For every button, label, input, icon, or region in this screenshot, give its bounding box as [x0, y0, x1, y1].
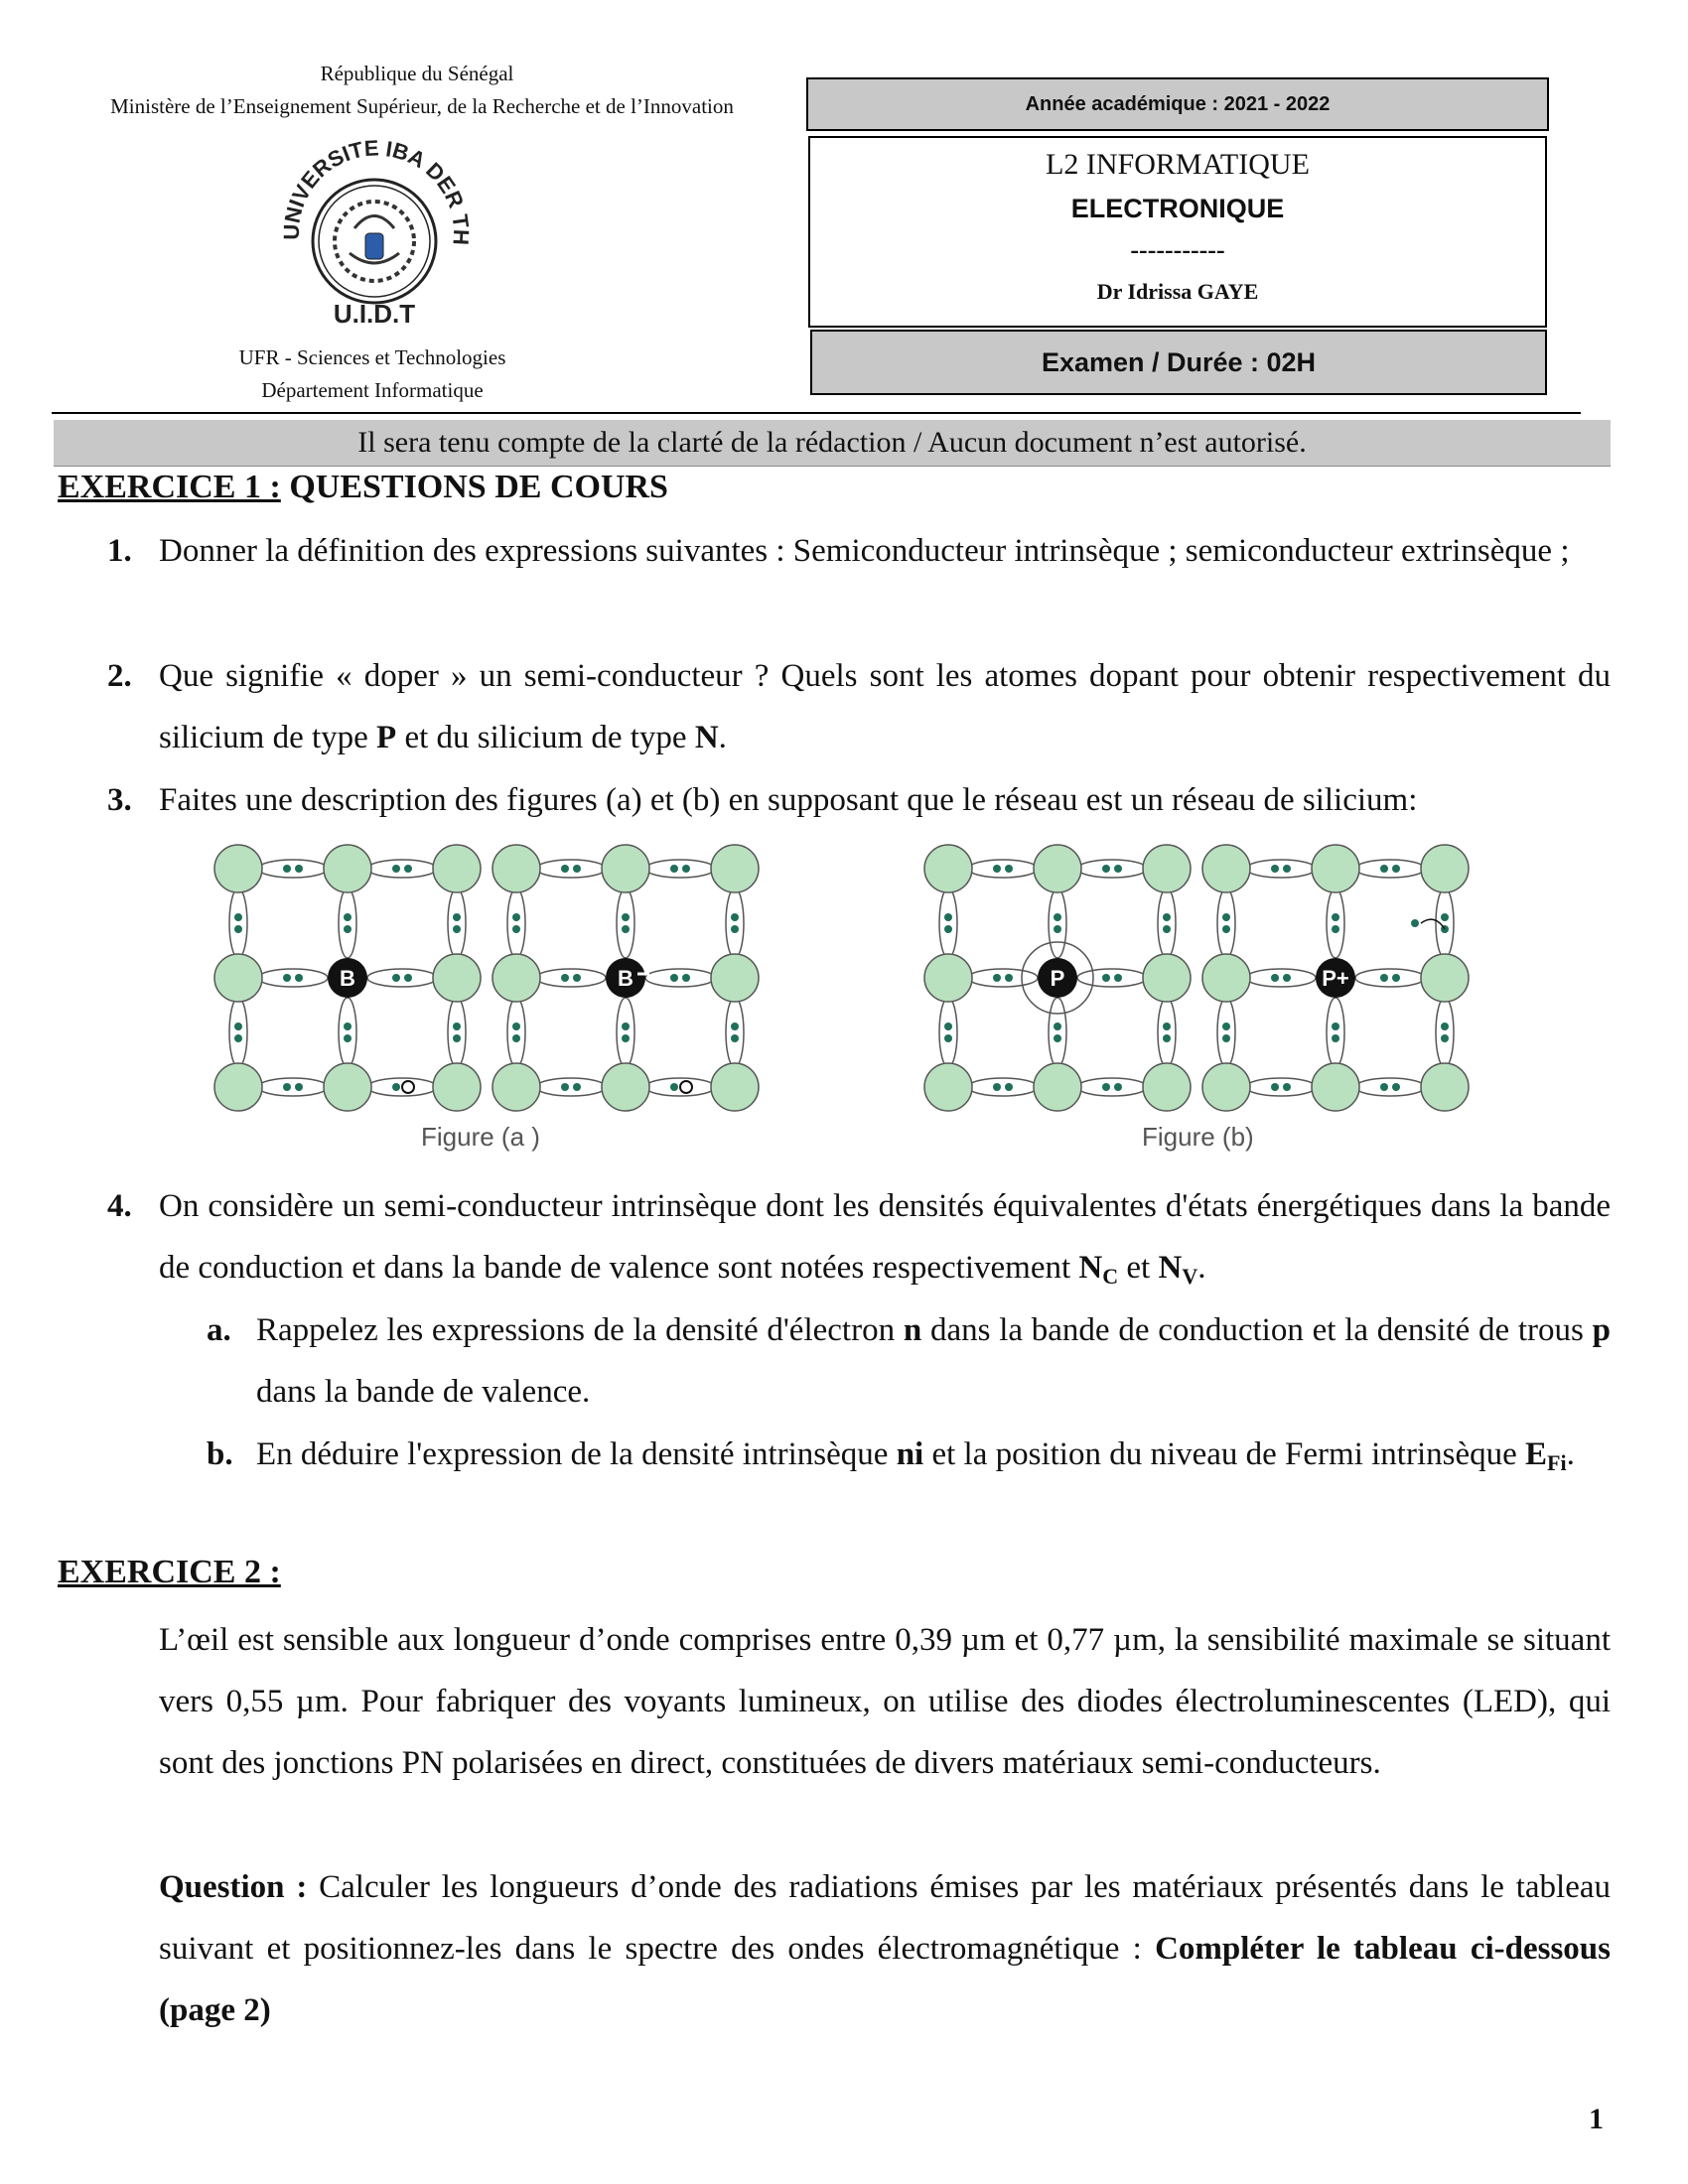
bond	[367, 860, 437, 878]
electron	[453, 925, 461, 933]
electron	[670, 974, 678, 982]
silicon-atom	[924, 845, 972, 892]
q4b-text: En déduire l'expression de la densité intrinsèque ni et la position du niveau de Fermi intrinsèque $E_{Fi}$.	[256, 1436, 1575, 1475]
bond	[1049, 888, 1066, 958]
header-divider	[52, 412, 1581, 414]
electron	[682, 974, 690, 982]
silicon-atom	[602, 845, 649, 892]
silicon-atom	[1312, 845, 1359, 892]
electron	[993, 974, 1001, 982]
electron	[1005, 865, 1013, 873]
bond	[339, 888, 356, 958]
electron	[512, 925, 520, 933]
electron	[573, 865, 581, 873]
electron	[404, 865, 412, 873]
bond	[1355, 1078, 1425, 1096]
silicon-atom	[214, 845, 262, 892]
electron	[622, 925, 630, 933]
electron	[622, 1034, 630, 1042]
q2-text: Que signifie « doper » un semi-conducteur ? Quels sont les atomes dopant pour obtenir respectivement du silicium de type P et du silicium de type N.	[159, 658, 1611, 755]
electron	[1392, 974, 1400, 982]
bond	[968, 860, 1038, 878]
electron	[1102, 865, 1110, 873]
silicon-atom	[1421, 845, 1469, 892]
dopant-symbol: P	[1050, 966, 1065, 991]
electron	[1441, 913, 1449, 921]
electron	[234, 913, 242, 921]
teacher-name: Dr Idrissa GAYE	[1096, 279, 1259, 304]
course-separator: -----------	[1130, 235, 1225, 264]
figure-a-caption: Figure (a )	[421, 1122, 540, 1152]
university-logo	[270, 134, 479, 338]
electron	[1114, 974, 1122, 982]
silicon-atom	[492, 954, 540, 1002]
bond	[258, 969, 328, 987]
academic-year-box	[806, 77, 1549, 131]
bond	[448, 998, 466, 1067]
department-label: Département Informatique	[261, 378, 484, 402]
lattice-figures	[209, 834, 1499, 1112]
silicon-atom	[492, 1063, 540, 1111]
electron	[283, 865, 291, 873]
q4-text: On considère un semi-conducteur intrinsèque dont les densités équivalentes d'états énergétiques dans la bande de conduction et dans la bande de valence sont notées respectivement $N_C$ et $N_V$.	[159, 1188, 1611, 1289]
electron	[283, 974, 291, 982]
bond	[645, 860, 715, 878]
dopant-symbol: B	[340, 966, 355, 991]
electron	[234, 1023, 242, 1030]
electron	[622, 1023, 630, 1030]
bond	[617, 998, 634, 1067]
electron	[344, 1023, 352, 1030]
lattice-1	[214, 845, 481, 1111]
electron	[1283, 974, 1291, 982]
silicon-atom	[433, 954, 481, 1002]
silicon-atom	[214, 1063, 262, 1111]
bond	[229, 888, 247, 958]
svg-text:U.I.D.T: U.I.D.T	[333, 299, 416, 329]
electron	[1332, 925, 1339, 933]
ufr-label: UFR - Sciences et Technologies	[238, 345, 506, 369]
bond	[1246, 1078, 1316, 1096]
bond	[726, 998, 744, 1067]
electron	[344, 1034, 352, 1042]
bond	[1049, 998, 1066, 1067]
electron	[561, 1083, 569, 1091]
electron	[622, 913, 630, 921]
bond	[617, 888, 634, 958]
bond	[1158, 998, 1176, 1067]
electron	[1332, 913, 1339, 921]
q4a-text: Rappelez les expressions de la densité d'électron n dans la bande de conduction et la densité de trous p dans la bande de valence.	[256, 1312, 1611, 1410]
electron	[1222, 913, 1230, 921]
electron	[573, 974, 581, 982]
bond	[1436, 998, 1454, 1067]
electron	[512, 1034, 520, 1042]
dopant-symbol: P+	[1322, 966, 1349, 991]
electron	[234, 925, 242, 933]
silicon-atom	[924, 954, 972, 1002]
electron	[944, 1023, 952, 1030]
free-electron	[1411, 919, 1419, 927]
electron	[1222, 1023, 1230, 1030]
electron	[392, 974, 400, 982]
q3-text: Faites une description des figures (a) et (b) en supposant que le réseau est un réseau de silicium:	[159, 782, 1418, 818]
bond	[1217, 998, 1235, 1067]
electron	[1271, 865, 1279, 873]
exercise2-title: EXERCICE 2 :	[58, 1554, 281, 1590]
electron	[1163, 925, 1171, 933]
bond	[939, 998, 957, 1067]
electron	[731, 1034, 739, 1042]
electron	[670, 1083, 678, 1091]
silicon-atom	[214, 954, 262, 1002]
bond	[645, 969, 715, 987]
q3-number: 3.	[107, 782, 132, 818]
notice-text: Il sera tenu compte de la clarté de la rédaction / Aucun document n’est autorisé.	[357, 426, 1307, 459]
electron	[392, 865, 400, 873]
electron	[1283, 865, 1291, 873]
silicon-atom	[324, 845, 371, 892]
electron	[512, 913, 520, 921]
bond	[536, 860, 606, 878]
lattice-3	[924, 845, 1191, 1111]
hole-marker	[402, 1081, 414, 1093]
dopant-symbol: B	[618, 966, 633, 991]
bond	[1077, 860, 1147, 878]
electron	[1392, 1083, 1400, 1091]
lattice-4	[1202, 845, 1469, 1111]
electron	[1283, 1083, 1291, 1091]
bond	[507, 998, 525, 1067]
republic-label: République du Sénégal	[320, 62, 514, 85]
silicon-atom	[1202, 1063, 1250, 1111]
page-number: 1	[1589, 2103, 1604, 2135]
exercise2-paragraph: L’œil est sensible aux longueur d’onde comprises entre 0,39 µm et 0,77 µm, la sensibilité maximale se situant vers 0,55 µm. Pour fabriquer des voyants lumineux, on utilise des diodes électroluminescentes (LED), qui sont des jonctions PN polarisées en direct, constituées de divers matériaux semi-conducteurs.	[159, 1622, 1611, 1781]
electron	[1392, 865, 1400, 873]
q4a-label: a.	[207, 1312, 231, 1348]
academic-year-label: Année académique : 2021 - 2022	[1025, 93, 1331, 115]
bond	[536, 1078, 606, 1096]
bond	[536, 969, 606, 987]
electron	[1271, 1083, 1279, 1091]
silicon-atom	[1421, 954, 1469, 1002]
electron	[1271, 974, 1279, 982]
bond	[448, 888, 466, 958]
electron	[1102, 974, 1110, 982]
electron	[682, 865, 690, 873]
bond	[258, 1078, 328, 1096]
electron	[1163, 1034, 1171, 1042]
electron	[234, 1034, 242, 1042]
electron	[453, 913, 461, 921]
electron	[1114, 1083, 1122, 1091]
silicon-atom	[1202, 845, 1250, 892]
bond	[1217, 888, 1235, 958]
figure-b-caption: Figure (b)	[1142, 1122, 1254, 1152]
electron	[670, 865, 678, 873]
electron	[731, 913, 739, 921]
bond	[507, 888, 525, 958]
exam-duration: Examen / Durée : 02H	[1041, 347, 1317, 377]
silicon-atom	[711, 845, 759, 892]
electron	[1054, 1023, 1061, 1030]
electron	[944, 913, 952, 921]
electron	[1054, 913, 1061, 921]
silicon-atom	[1202, 954, 1250, 1002]
electron	[731, 1023, 739, 1030]
electron	[1163, 1023, 1171, 1030]
svg-text:UNIVERSITE IBA DER THIAM DE TH: UNIVERSITE IBA DER TH	[278, 135, 475, 246]
ministry-label: Ministère de l’Enseignement Supérieur, de la Recherche et de l’Innovation	[110, 94, 734, 118]
q4b-label: b.	[207, 1436, 233, 1472]
electron	[344, 913, 352, 921]
electron	[453, 1023, 461, 1030]
electron	[1380, 974, 1388, 982]
bond	[1246, 860, 1316, 878]
electron	[1054, 925, 1061, 933]
lattice-2	[492, 845, 759, 1111]
bond	[726, 888, 744, 958]
electron	[993, 865, 1001, 873]
silicon-atom	[924, 1063, 972, 1111]
electron	[1054, 1034, 1061, 1042]
electron	[1441, 1034, 1449, 1042]
bond	[1355, 860, 1425, 878]
electron	[1163, 913, 1171, 921]
bond	[258, 860, 328, 878]
bond	[1077, 1078, 1147, 1096]
silicon-atom	[1312, 1063, 1359, 1111]
exam-box	[810, 330, 1547, 395]
bond	[1327, 998, 1344, 1067]
silicon-atom	[433, 845, 481, 892]
silicon-atom	[1143, 1063, 1191, 1111]
electron	[561, 865, 569, 873]
silicon-atom	[324, 1063, 371, 1111]
course-box	[808, 136, 1547, 328]
silicon-atom	[1034, 1063, 1081, 1111]
bond	[1436, 888, 1454, 958]
electron	[944, 1034, 952, 1042]
electron	[944, 925, 952, 933]
electron	[1380, 865, 1388, 873]
electron	[1222, 1034, 1230, 1042]
silicon-atom	[433, 1063, 481, 1111]
electron	[1114, 865, 1122, 873]
bond	[1327, 888, 1344, 958]
electron	[1332, 1023, 1339, 1030]
q1-number: 1.	[107, 533, 132, 569]
notice-bar	[54, 420, 1611, 467]
silicon-atom	[492, 845, 540, 892]
electron	[453, 1034, 461, 1042]
exercise1-title: EXERCICE 1 : QUESTIONS DE COURS	[58, 469, 668, 505]
electron	[404, 974, 412, 982]
electron	[1380, 1083, 1388, 1091]
silicon-atom	[602, 1063, 649, 1111]
course-level: L2 INFORMATIQUE	[1046, 148, 1310, 181]
silicon-atom	[1421, 1063, 1469, 1111]
electron	[993, 1083, 1001, 1091]
bond	[968, 1078, 1038, 1096]
electron	[573, 1083, 581, 1091]
bond	[367, 969, 437, 987]
bond	[968, 969, 1038, 987]
electron	[295, 865, 303, 873]
silicon-atom	[1143, 845, 1191, 892]
electron	[295, 1083, 303, 1091]
q2-number: 2.	[107, 658, 132, 694]
bond	[1246, 969, 1316, 987]
electron	[295, 974, 303, 982]
electron	[1005, 974, 1013, 982]
exercise2-question: Question : Calculer les longueurs d’onde des radiations émises par les matériaux présentés dans le tableau suivant et positionnez-les dans le spectre des ondes électromagnétique : Compléter le tableau ci-dessous (page 2)	[159, 1869, 1612, 2028]
electron	[1332, 1034, 1339, 1042]
electron	[1222, 925, 1230, 933]
electron	[1005, 1083, 1013, 1091]
q4-number: 4.	[107, 1188, 132, 1224]
silicon-atom	[711, 954, 759, 1002]
bond	[1077, 969, 1147, 987]
q1-text: Donner la définition des expressions suivantes : Semiconducteur intrinsèque ; semiconducteur extrinsèque ;	[159, 533, 1570, 569]
electron	[344, 925, 352, 933]
silicon-atom	[1034, 845, 1081, 892]
electron	[283, 1083, 291, 1091]
bond	[1158, 888, 1176, 958]
silicon-atom	[1143, 954, 1191, 1002]
electron	[731, 925, 739, 933]
electron	[512, 1023, 520, 1030]
course-name: ELECTRONIQUE	[1070, 194, 1285, 223]
bond	[229, 998, 247, 1067]
hole-marker	[680, 1081, 692, 1093]
electron	[1102, 1083, 1110, 1091]
bond	[339, 998, 356, 1067]
bond	[939, 888, 957, 958]
bond	[1355, 969, 1425, 987]
silicon-atom	[711, 1063, 759, 1111]
electron	[561, 974, 569, 982]
electron	[1441, 1023, 1449, 1030]
electron	[392, 1083, 400, 1091]
